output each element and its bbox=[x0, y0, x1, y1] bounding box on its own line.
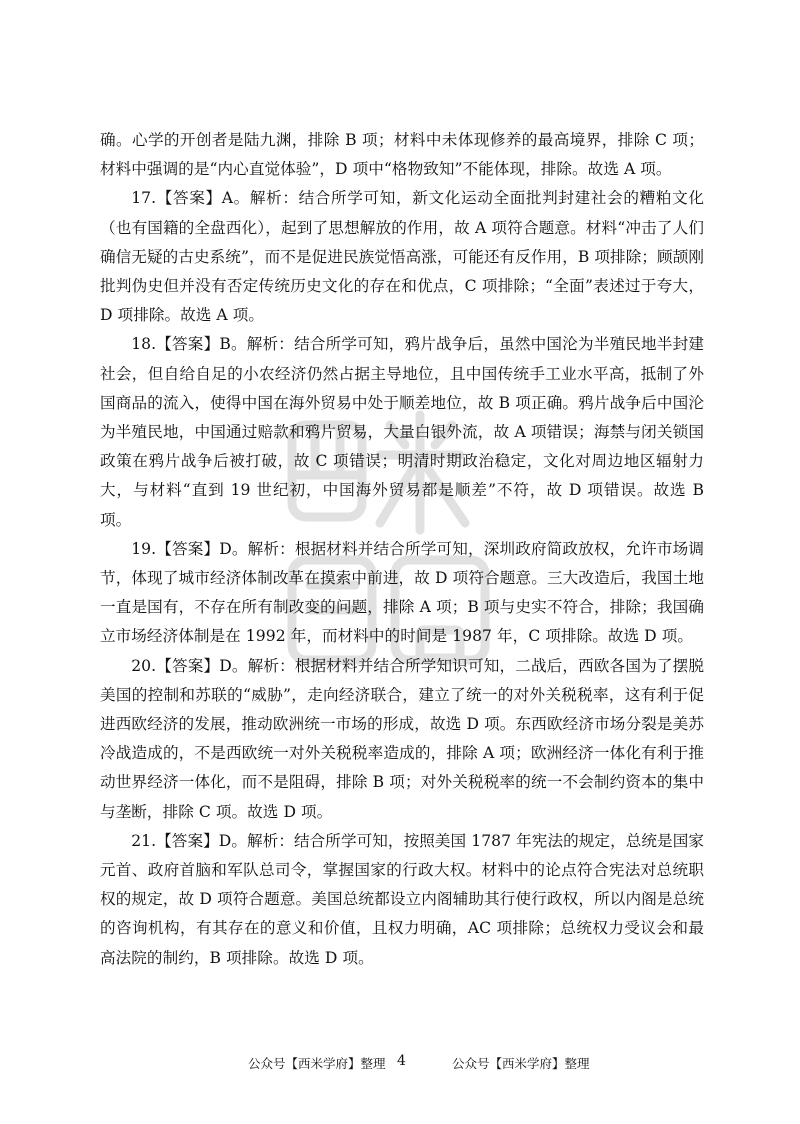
page-number: 4 bbox=[397, 1053, 406, 1069]
paragraph-q19: 19.【答案】D。解析：根据材料并结合所学可知，深圳政府简政放权，允许市场调节，体现了城市经济体制改革在摸索中前进，故 D 项符合题意。三大改造后，我国土地一直是国有，不存在所有制改变的问题，排除 A 项；B 项与史实不符合，排除；我国确立市场经济体制是在 1992 年，而材料中的时间是 1987 年，C 项排除。故选 D 项。 bbox=[100, 539, 704, 646]
page-footer bbox=[0, 1054, 800, 1076]
footer-source-right: 公众号【西米学府】整理 bbox=[452, 1056, 590, 1071]
footer-source-left: 公众号【西米学府】整理 bbox=[248, 1056, 386, 1071]
paragraph-q20: 20.【答案】D。解析：根据材料并结合所学知识可知，二战后，西欧各国为了摆脱美国的控制和苏联的“威胁”，走向经济联合，建立了统一的对外关税税率，这有利于促进西欧经济的发展，推动欧洲统一市场的形成，故选 D 项。东西欧经济市场分裂是美苏冷战造成的，不是西欧统一对外关税税率造成的，排除 A 项；欧洲经济一体化有利于推动世界经济一体化，而不是阻碍，排除 B 项；对外关税税率的统一不会制约资本的集中与垄断，排除 C 项。故选 D 项。 bbox=[100, 656, 704, 821]
paragraph-continuation: 确。心学的开创者是陆九渊，排除 B 项；材料中未体现修养的最高境界，排除 C 项；材料中强调的是“内心直觉体验”，D 项中“格物致知”不能体现，排除。故选 A 项。 bbox=[100, 131, 704, 179]
paragraph-q21: 21.【答案】D。解析：结合所学可知，按照美国 1787 年宪法的规定，总统是国家元首、政府首脑和军队总司令，掌握国家的行政大权。材料中的论点符合宪法对总统职权的规定，故 D 项符合题意。美国总统都设立内阁辅助其行使行政权，所以内阁是总统的咨询机构，有其存在的意义和价值，且权力明确，AC 项排除；总统权力受议会和最高法院的制约，B 项排除。故选 D 项。 bbox=[100, 831, 704, 967]
paragraph-q17: 17.【答案】A。解析：结合所学可知，新文化运动全面批判封建社会的糟粕文化（也有国籍的全盘西化），起到了思想解放的作用，故 A 项符合题意。材料“冲击了人们确信无疑的古史系统”，而不是促进民族觉悟高涨，可能还有反作用，B 项排除；顾颉刚批判伪史但并没有否定传统历史文化的存在和优点，C 项排除；“全面”表述过于夸大，D 项排除。故选 A 项。 bbox=[100, 189, 704, 325]
answer-explanations bbox=[100, 126, 704, 973]
paragraph-q18: 18.【答案】B。解析：结合所学可知，鸦片战争后，虽然中国沦为半殖民地半封建社会，但自给自足的小农经济仍然占据主导地位，且中国传统手工业水平高，抵制了外国商品的流入，使得中国在海外贸易中处于顺差地位，故 B 项正确。鸦片战争后中国沦为半殖民地，中国通过赔款和鸦片贸易，大量白银外流，故 A 项错误；海禁与闭关锁国政策在鸦片战争后被打破，故 C 项错误；明清时期政治稳定，文化对周边地区辐射力大，与材料“直到 19 世纪初，中国海外贸易都是顺差”不符，故 D 项错误。故选 B 项。 bbox=[100, 335, 704, 529]
